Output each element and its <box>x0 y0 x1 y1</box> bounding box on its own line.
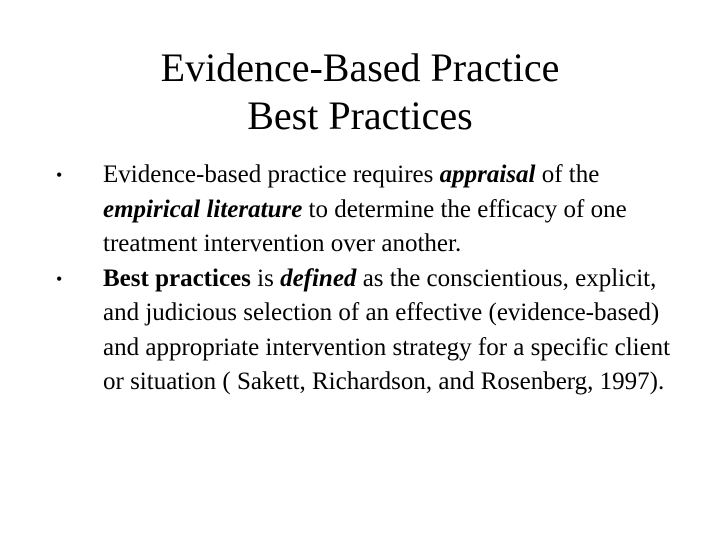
title-line-2: Best Practices <box>247 93 473 138</box>
bullet-item-evidence-based <box>56 158 696 262</box>
bullet-text: Evidence-based practice requires <box>103 161 440 188</box>
bullet-text: is <box>250 264 281 292</box>
bullet-text: to determine the efficacy of one treatment intervention over another. <box>103 195 627 257</box>
bullet-list <box>56 158 696 400</box>
bullet-item-best-practices <box>56 262 696 400</box>
bullet-text: of the <box>535 161 600 188</box>
slide-title <box>0 44 720 140</box>
emphasis-best-practices: Best practices <box>103 264 251 292</box>
emphasis-empirical-literature: empirical literature <box>103 195 303 223</box>
bullet-marker: • <box>56 268 63 289</box>
bullet-marker: • <box>56 165 63 185</box>
emphasis-appraisal: appraisal <box>439 161 536 188</box>
bullet-text: as the conscientious, explicit, and judicious selection of an effective (evidence-based) and appropriate intervention strategy for a specific client or situation ( Sakett, Richardson, and Rosenberg, 1997). <box>103 264 671 395</box>
emphasis-defined: defined <box>280 264 357 292</box>
title-line-1: Evidence-Based Practice <box>160 45 560 90</box>
